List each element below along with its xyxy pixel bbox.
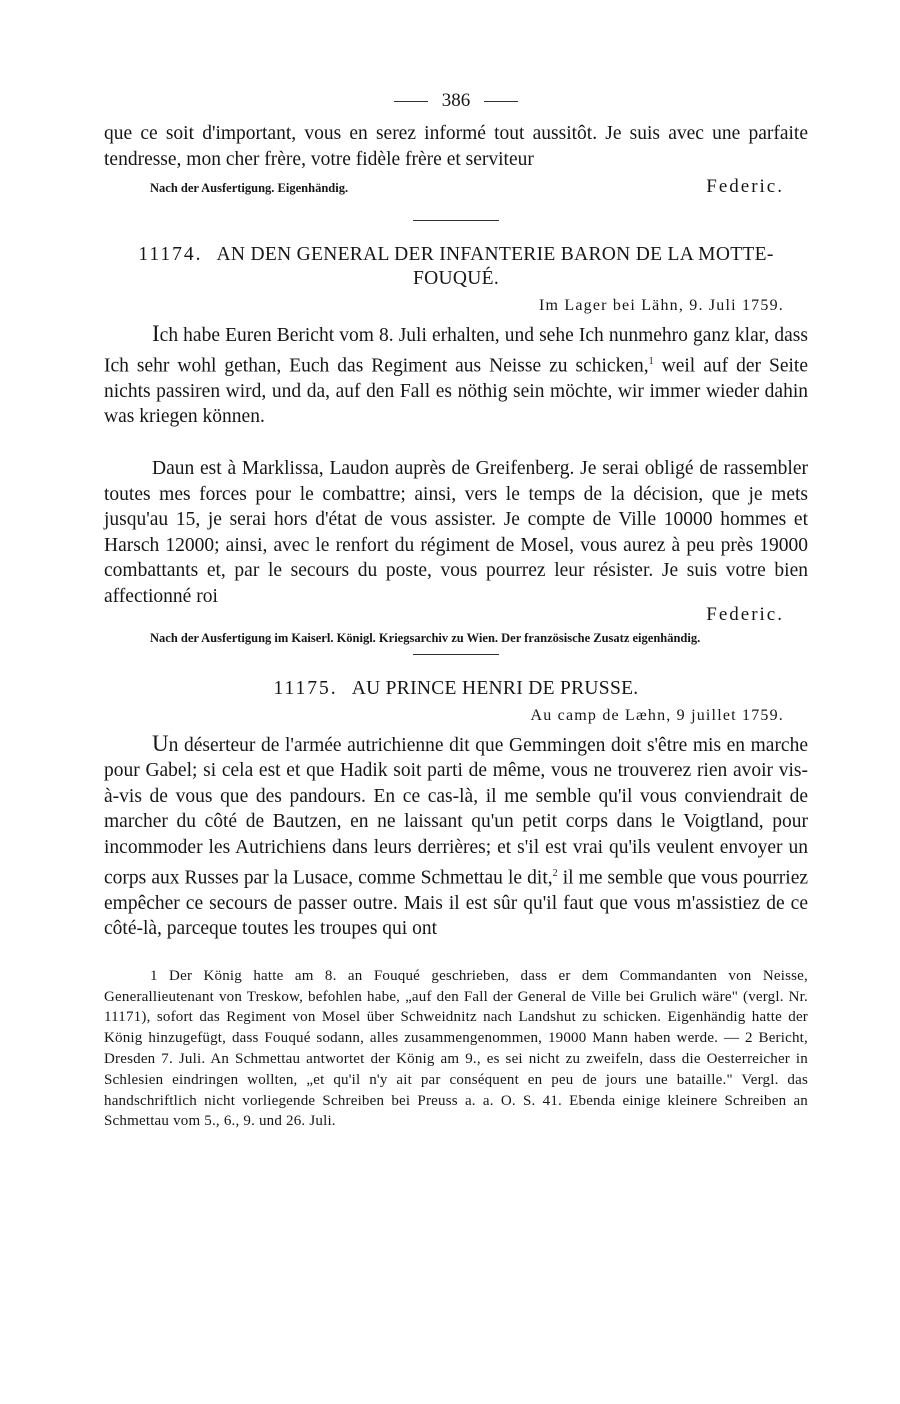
letter-number: 11174.	[138, 244, 203, 266]
paragraph-text: il me semble que vous pourriez empêcher ce secours de passer outre. Mais il est sûr qu'il faut que vous m'assistiez de ce côté-là, parceque toutes les troupes qui ont	[104, 867, 808, 940]
initial-letter: I	[152, 321, 160, 347]
letter-title: AU PRINCE HENRI DE PRUSSE.	[351, 677, 639, 699]
footnote-marker: 1	[648, 355, 654, 367]
letter-heading	[104, 243, 808, 291]
letter-paragraph: Daun est à Marklissa, Laudon auprès de Greifenberg. Je serai obligé de rassembler toutes mes forces pour le combattre; ainsi, vers le temps de la décision, que je mets jusqu'au 15, je serai hors d'état de vous assister. Je compte de Ville 10000 hommes et Harsch 12000; ainsi, avec le renfort du régiment de Mosel, vous aurez à peu près 19000 combattants et, par le secours du poste, vous pourrez leur résister. Je suis votre bien affectionné roi	[104, 458, 808, 608]
letter-paragraph	[104, 731, 808, 942]
top-note-row	[104, 176, 808, 206]
dash-left	[394, 101, 428, 102]
place-date: Au camp de Læhn, 9 juillet 1759.	[530, 706, 784, 724]
letter-number: 11175.	[273, 677, 338, 699]
paragraph-text: n déserteur de l'armée autrichienne dit que Gemmingen doit s'être mis en marche pour Gabel; si cela est et que Hadik soit parti de même, vous ne trouverez rien avoir vis-à-vis de vous que des pandours. En ce cas-là, il me semble qu'il vous conviendrait de marcher du côté de Bautzen, en ne laissant qu'un petit corps dans le Voigtland, pour incommoder les Autrichiens dans leurs derrières; et s'il est vrai qu'ils veulent envoyer un corps aux Russes par la Lusace, comme Schmettau le dit,	[104, 734, 808, 889]
dash-right	[484, 101, 518, 102]
page	[104, 84, 808, 1132]
place-date: Im Lager bei Lähn, 9. Juli 1759.	[538, 297, 784, 315]
page-number	[104, 84, 808, 118]
section-divider	[413, 220, 499, 221]
footnote-marker: 2	[552, 867, 558, 879]
signature: Federic.	[706, 603, 784, 625]
source-note: Nach der Ausfertigung. Eigenhändig.	[150, 181, 349, 196]
page-number-text: 386	[441, 90, 471, 111]
paragraph-text: weil auf der Seite nichts passiren wird, und da, auf den Fall es nöthig sein möchte, wir immer wieder dahin was kriegen können.	[104, 355, 808, 428]
paragraph-text: ch habe Euren Bericht vom 8. Juli erhalten, und sehe Ich nunmehro ganz klar, dass Ich sehr wohl gethan, Euch das Regiment aus Neisse zu schicken,	[104, 325, 808, 377]
section-divider	[413, 654, 499, 655]
initial-letter: U	[152, 730, 169, 756]
top-paragraph: que ce soit d'important, vous en serez informé tout aussitôt. Je suis avec une parfaite tendresse, mon cher frère, votre fidèle frère et serviteur	[104, 123, 808, 170]
letter-paragraph	[104, 321, 808, 430]
signature: Federic.	[706, 176, 784, 198]
footnotes: 1 Der König hatte am 8. an Fouqué geschrieben, dass er dem Commandanten von Neisse, Generallieutenant von Treskow, befohlen habe, „auf den Fall der General de Ville bei Grulich wäre" (vergl. Nr. 11171), sofort das Regiment von Mosel über Schweidnitz nach Landshut zu schicken. Eigenhändig hatte der König hinzugefügt, dass Fouqué sodann, alles zusammengenommen, 19000 Mann haben werde. — 2 Bericht, Dresden 7. Juli. An Schmettau antwortet der König am 9., es sei nicht zu zweifeln, dass die Oesterreicher in Schlesien eindringen wollten, „et qu'il n'y ait par conséquent en peu de jours une bataille." Vergl. das handschriftlich nicht vorliegende Schreiben bei Preuss a. a. O. S. 41. Ebenda einige kleinere Schreiben an Schmettau vom 5., 6., 9. und 26. Juli.	[104, 967, 808, 1130]
letter-heading	[104, 677, 808, 701]
letter-title: AN DEN GENERAL DER INFANTERIE BARON DE LA MOTTE-FOUQUÉ.	[216, 244, 774, 290]
source-note: Nach der Ausfertigung im Kaiserl. Königl. Kriegsarchiv zu Wien. Der französische Zusatz eigenhändig.	[150, 630, 701, 645]
